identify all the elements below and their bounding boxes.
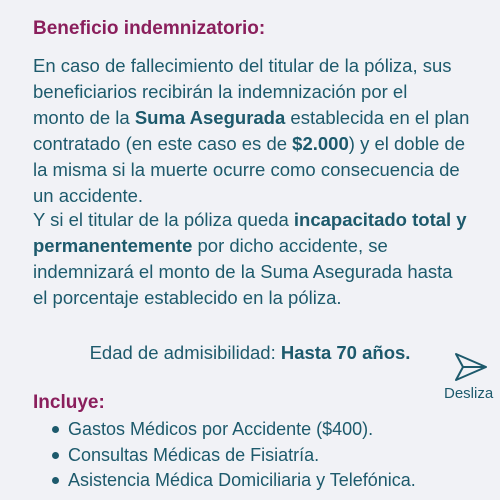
text-fragment: Y si el titular de la póliza queda (33, 209, 294, 230)
includes-list (33, 417, 416, 494)
text-line: beneficiarios recibirán la indemnización por el (33, 81, 408, 102)
text-line: el porcentaje establecido en la póliza. (33, 287, 342, 308)
list-item (33, 443, 416, 469)
text-line: indemnizará el monto de la Suma Asegurada hasta (33, 261, 453, 282)
bullet-icon (52, 477, 59, 484)
text-line: un accidente. (33, 185, 144, 206)
text-line: En caso de fallecimiento del titular de la póliza, sus (33, 55, 452, 76)
amount-emphasis: $2.000 (292, 133, 349, 154)
text-line (33, 207, 483, 233)
disability-description (33, 207, 483, 311)
list-item-text: Consultas Médicas de Fisiatría. (68, 444, 320, 465)
eligibility-value: Hasta 70 años. (280, 342, 411, 363)
disability-emphasis: incapacitado total y (293, 209, 467, 230)
list-item-text: Gastos Médicos por Accidente ($400). (68, 419, 374, 439)
text-fragment: por dicho accidente, se (192, 235, 388, 256)
list-item (33, 468, 416, 494)
bullet-icon (52, 426, 59, 433)
send-arrow-icon (454, 352, 488, 382)
benefit-heading: Beneficio indemnizatorio: (33, 18, 266, 39)
text-line (33, 105, 483, 131)
text-line (33, 233, 483, 259)
includes-heading: Incluye: (33, 392, 105, 413)
text-fragment: contratado (en este caso es de (33, 133, 293, 154)
text-fragment: ) y el doble de (348, 133, 465, 154)
eligibility-label: Edad de admisibilidad: (89, 342, 281, 363)
text-line: la misma si la muerte ocurre como consecuencia de (33, 159, 460, 180)
text-fragment: monto de la (33, 107, 135, 128)
text-line (33, 131, 483, 157)
benefit-description (33, 53, 483, 209)
permanent-emphasis: permanentemente (33, 235, 193, 256)
swipe-label: Desliza (444, 385, 494, 402)
list-item-text: Asistencia Médica Domiciliaria y Telefónica. (68, 470, 416, 490)
sum-insured-emphasis: Suma Asegurada (134, 107, 286, 128)
bullet-icon (52, 452, 59, 459)
text-fragment: establecida en el plan (285, 107, 470, 128)
swipe-indicator[interactable] (446, 352, 498, 402)
list-item (33, 417, 416, 443)
eligibility-age (0, 340, 500, 366)
